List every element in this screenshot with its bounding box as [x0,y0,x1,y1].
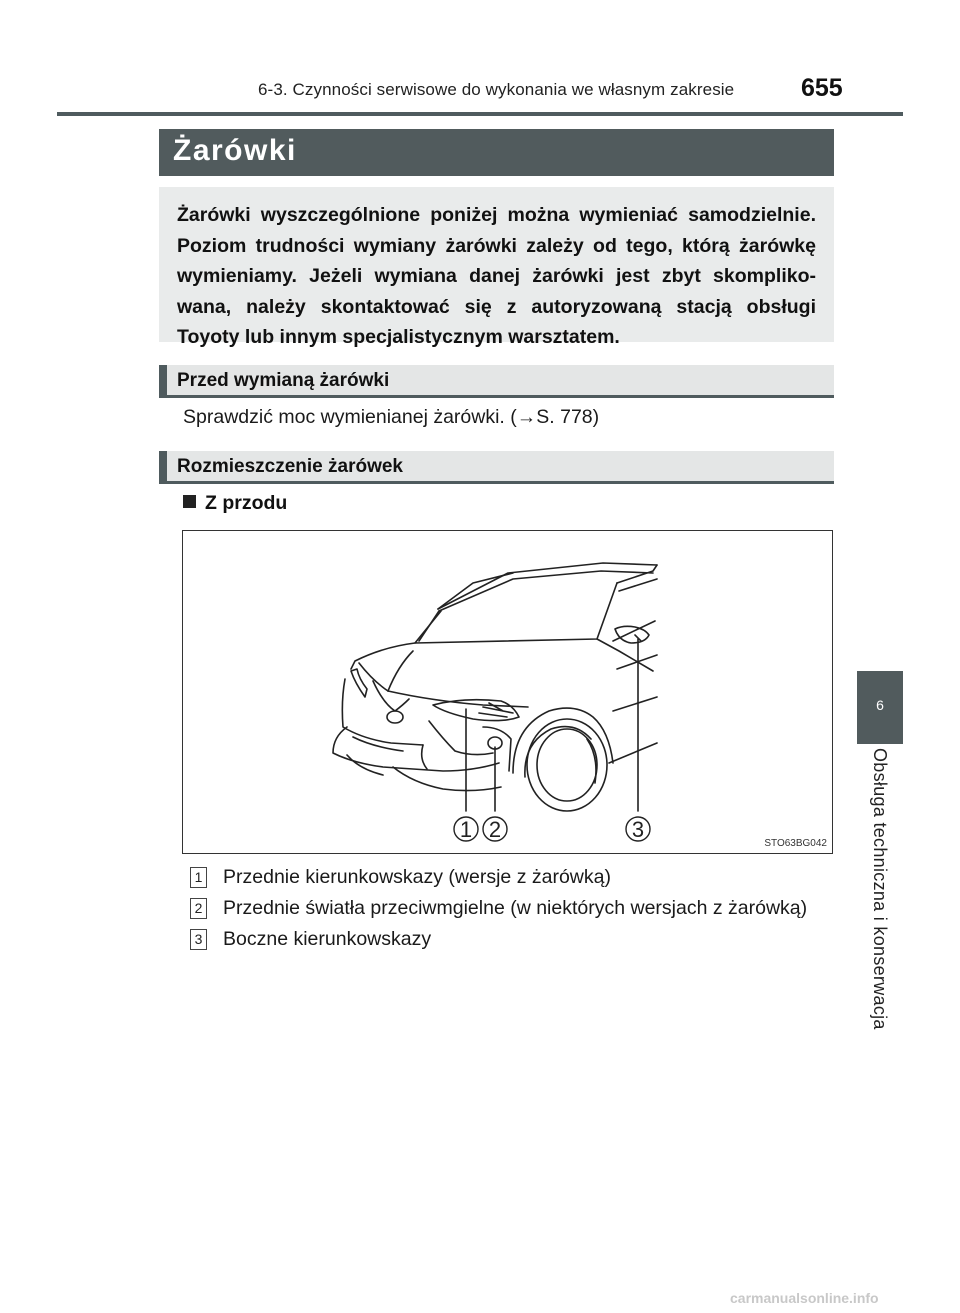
section-heading-bulb-locations [159,451,834,484]
chapter-tab [857,671,903,744]
callout-2: 2 [488,817,502,842]
title-bar [159,129,834,176]
subheading-front [183,492,287,515]
section-heading-text: Rozmieszczenie żarówek [177,456,403,477]
legend-item [190,928,431,954]
page-number: 655 [801,74,843,102]
square-bullet-icon [183,495,196,508]
legend-text: Boczne kierunkowskazy [223,928,432,950]
legend-number: 1 [190,867,207,888]
front-bulb-figure [182,530,833,854]
callout-1: 1 [459,817,473,842]
section-heading-bar [159,451,167,481]
car-front-illustration [183,531,832,853]
callout-3: 3 [631,817,645,842]
intro-box: Żarówki wyszczególnione poniżej można wymieniać samodzielnie. Poziom trudności wymiany żarówki zależy od tego, którą żarówkę wymieniamy. Jeżeli wymiana danej żarówki jest zbyt skompliko-wana, należy skontaktować się z autoryzowaną stacją obsługi Toyoty lub innym specjalistycznym warsztatem. [159,187,834,342]
page-title: Żarówki [173,134,297,167]
legend-item [190,866,611,892]
legend-number: 2 [190,898,207,919]
header-rule [57,112,903,116]
legend-number: 3 [190,929,207,950]
section-heading-text: Przed wymianą żarówki [177,370,390,391]
legend-text: Przednie kierunkowskazy (wersje z żarówką) [223,866,611,888]
watermark: carmanualsonline.info [730,1290,879,1306]
running-header-section: 6-3. Czynności serwisowe do wykonania we własnym zakresie [258,80,735,99]
check-wattage-text: Sprawdzić moc wymienianej żarówki. (→S. 778) [183,406,600,428]
legend-item [190,897,807,923]
chapter-number: 6 [876,697,884,713]
section-heading-before-replacement [159,365,834,398]
chapter-label: Obsługa techniczna i konserwacja [870,748,890,1030]
subheading-text: Z przodu [205,492,288,514]
figure-code: STO63BG042 [764,838,827,849]
legend-text: Przednie światła przeciwmgielne (w niektórych wersjach z żarówką) [223,897,808,919]
section-heading-bar [159,365,167,395]
